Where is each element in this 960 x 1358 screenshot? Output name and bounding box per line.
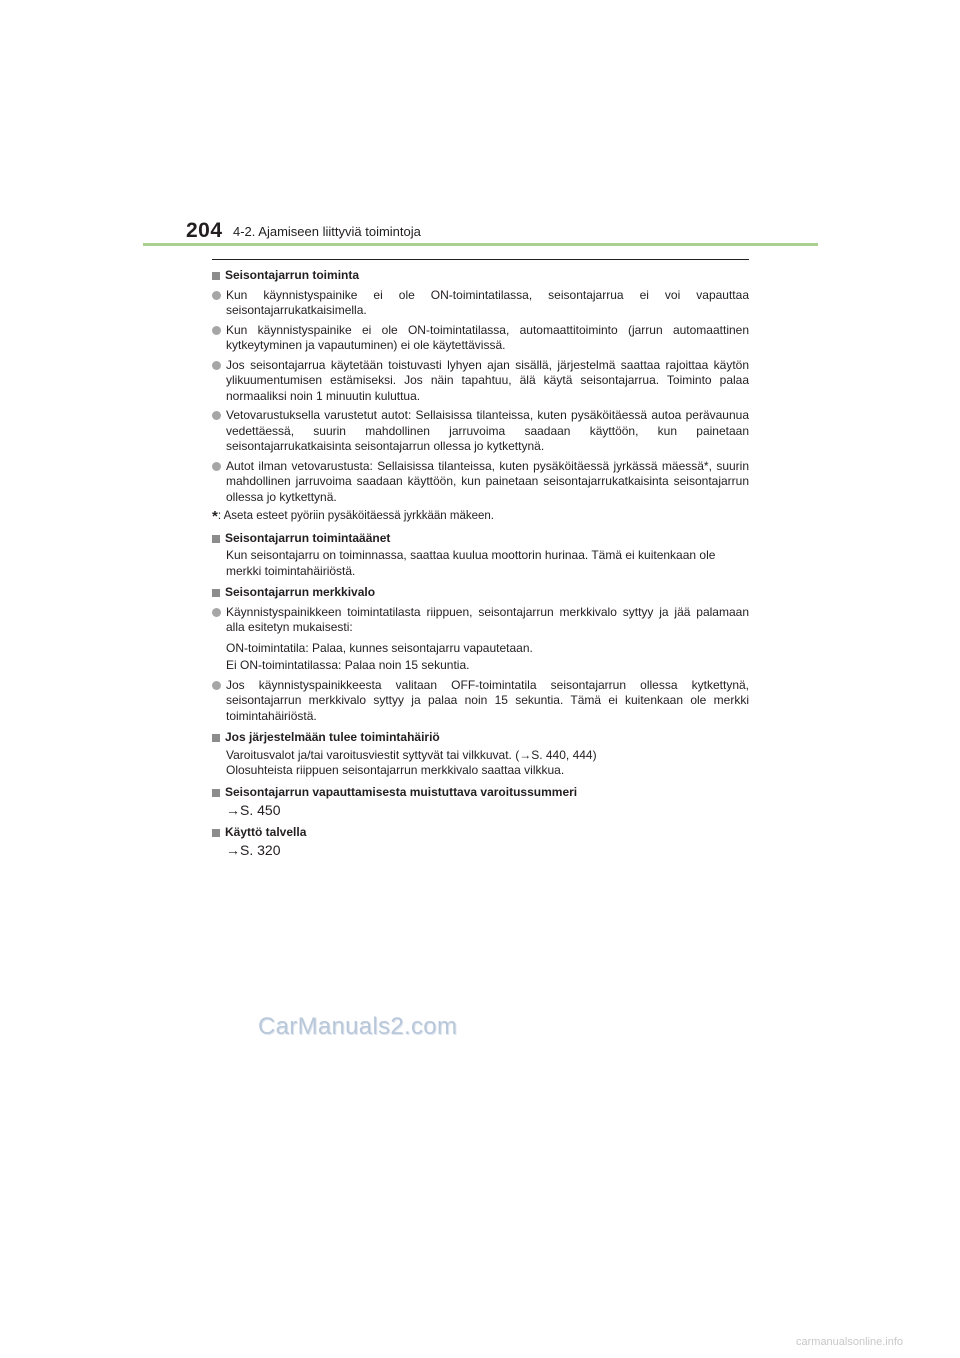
section-rule	[212, 259, 749, 260]
list-item: Käynnistyspainikkeen toimintatilasta riippuen, seisontajarrun merkkivalo syttyy ja jää palamaan alla esitetyn mukaisesti:	[212, 605, 749, 636]
paragraph: Olosuhteista riippuen seisontajarrun merkkivalo saattaa vilkkua.	[226, 763, 565, 777]
page-content	[212, 268, 749, 859]
circle-bullet-icon	[212, 361, 221, 370]
square-bullet-icon	[212, 734, 220, 742]
list-item: Jos käynnistyspainikkeesta valitaan OFF-toimintatila seisontajarrun ollessa kytkettynä, seisontajarrun merkkivalo syttyy ja palaa noin 15 sekuntia. Tämä ei kuitenkaan ole merkki toimintahäiriöstä.	[212, 678, 749, 725]
circle-bullet-icon	[212, 462, 221, 471]
section-heading: Seisontajarrun merkkivalo	[212, 585, 749, 601]
page-number: 204	[186, 219, 223, 242]
list-item: Vetovarustuksella varustetut autot: Sellaisissa tilanteissa, kuten pysäköitäessä autoa perävaunua vedettäessä, suurin mahdollinen jarruvoima saadaan käyttöön, kun painetaan seisontajarrukatkaisinta seisontajarrun ollessa jo kytkettynä.	[212, 408, 749, 455]
section-heading: Seisontajarrun toimintaäänet	[212, 531, 749, 547]
square-bullet-icon	[212, 535, 220, 543]
section-heading: Seisontajarrun toiminta	[212, 268, 749, 284]
circle-bullet-icon	[212, 411, 221, 420]
footer-watermark: carmanualsonline.info	[796, 1336, 904, 1348]
section-heading: Jos järjestelmään tulee toimintahäiriö	[212, 730, 749, 746]
circle-bullet-icon	[212, 681, 221, 690]
list-item: Kun käynnistyspainike ei ole ON-toimintatilassa, automaattitoiminto (jarrun automaattinen kytkeytyminen ja vapautuminen) ei ole käytettävissä.	[212, 323, 749, 354]
footnote: *: Aseta esteet pyöriin pysäköitäessä jyrkkään mäkeen.	[212, 508, 494, 525]
header-rule	[143, 243, 818, 246]
paragraph: Kun seisontajarru on toiminnassa, saattaa kuulua moottorin hurinaa. Tämä ei kuitenkaan ole merkki toimintahäiriöstä.	[226, 548, 716, 578]
chapter-title: 4-2. Ajamiseen liittyviä toimintoja	[233, 224, 421, 239]
square-bullet-icon	[212, 789, 220, 797]
square-bullet-icon	[212, 829, 220, 837]
page-reference: →S. 450	[226, 802, 281, 818]
section-heading: Käyttö talvella	[212, 825, 749, 841]
watermark: CarManuals2.com	[258, 1013, 458, 1040]
list-item: Autot ilman vetovarustusta: Sellaisissa tilanteissa, kuten pysäköitäessä jyrkässä mäessä*, suurin mahdollinen jarruvoima saadaan käyttöön, kun painetaan seisontajarrukatkaisinta seisontajarrun ollessa jo kytkettynä.	[212, 459, 749, 506]
page-reference: →S. 320	[226, 842, 281, 858]
list-item: Jos seisontajarrua käytetään toistuvasti lyhyen ajan sisällä, järjestelmä saattaa rajoittaa käytön ylikuumentumisen estämiseksi. Jos näin tapahtuu, älä käytä seisontajarrua. Toiminto palaa normaaliksi noin 1 minuutin kuluttua.	[212, 358, 749, 405]
square-bullet-icon	[212, 272, 220, 280]
square-bullet-icon	[212, 589, 220, 597]
sub-line: Ei ON-toimintatilassa: Palaa noin 15 sekuntia.	[226, 658, 470, 672]
section-heading: Seisontajarrun vapauttamisesta muistuttava varoitussummeri	[212, 785, 749, 801]
circle-bullet-icon	[212, 326, 221, 335]
list-item: Kun käynnistyspainike ei ole ON-toimintatilassa, seisontajarrua ei voi vapauttaa seisontajarrukatkaisimella.	[212, 288, 749, 319]
circle-bullet-icon	[212, 291, 221, 300]
sub-line: ON-toimintatila: Palaa, kunnes seisontajarru vapautetaan.	[226, 640, 533, 655]
circle-bullet-icon	[212, 608, 221, 617]
paragraph: Varoitusvalot ja/tai varoitusviestit syttyvät tai vilkkuvat. (→S. 440, 444)	[226, 747, 597, 762]
